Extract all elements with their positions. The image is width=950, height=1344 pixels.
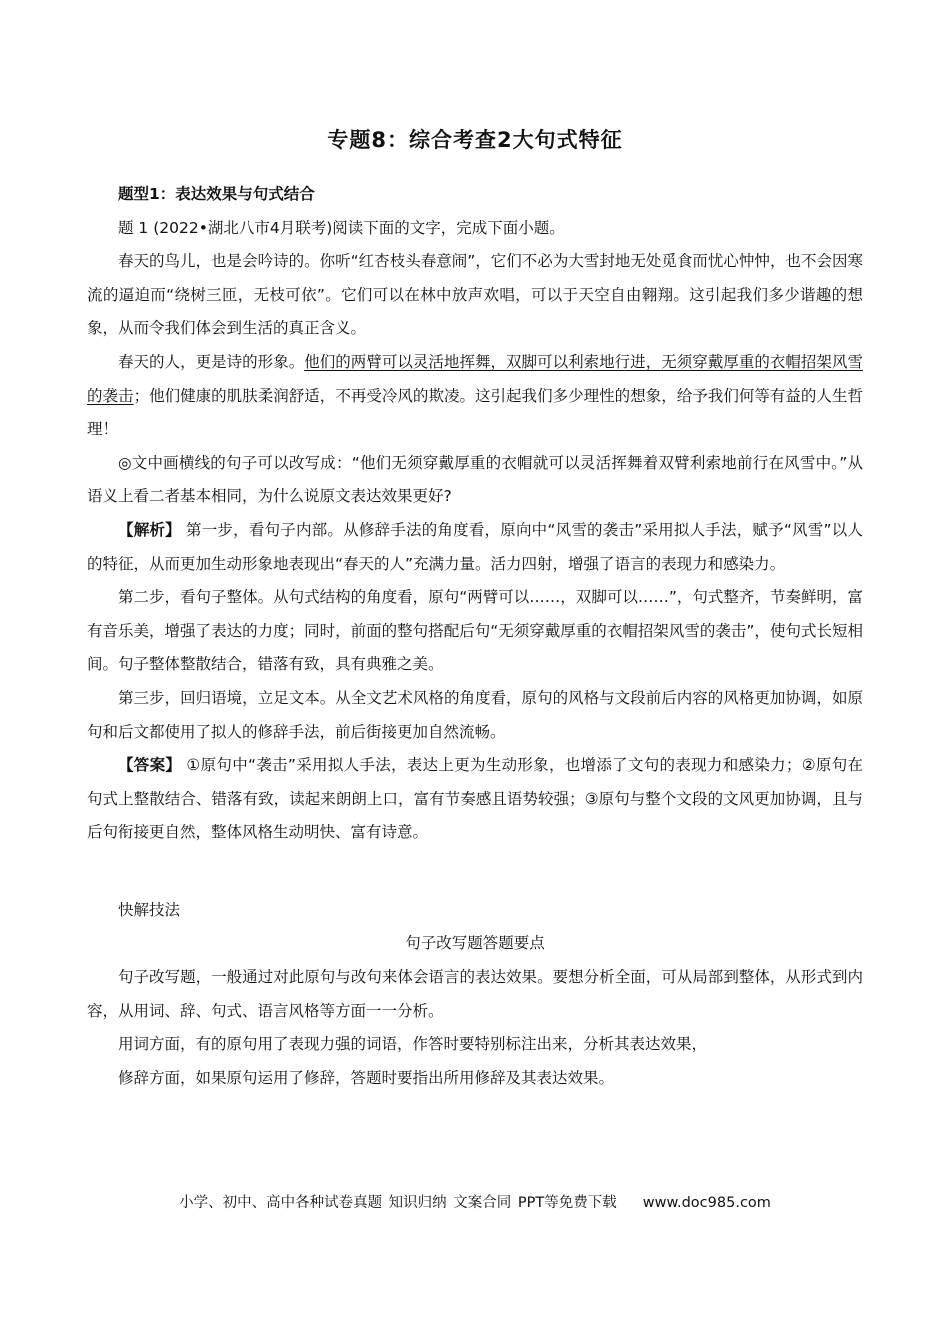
passage-2-lead: 春天的人，更是诗的形象。 [118, 352, 305, 371]
footer-site-link[interactable]: www.doc985.com [642, 1195, 771, 1211]
page-title: 专题8：综合考查2大句式特征 [327, 128, 623, 152]
tips-label: 快解技法 [118, 900, 181, 919]
spacer [87, 850, 863, 894]
tips-paragraph-2: 用词方面，有的原句用了表现力强的词语，作答时要特别标注出来，分析其表达效果， [118, 1035, 708, 1054]
analysis-step-1-text: 第一步，看句子内部。从修辞手法的角度看，原向中“风雪的袭击”采用拟人手法，赋予“风雪”以人的特征，从而更加生动形象地表现出“春天的人”充满力量。活力四射，增强了语言的表现力和感染力。 [87, 520, 863, 573]
question-intro: 题 1 (2022•湖北八市4月联考)阅读下面的文字，完成下面小题。 [118, 218, 565, 237]
answer-label: 【答案】 [118, 756, 182, 775]
analysis-step-2: 第二步，看句子整体。从句式结构的角度看，原句“两臂可以……，双脚可以……”，句式整齐，节奏鲜明，富有音乐美，增强了表达的力度；同时，前面的整句搭配后句“无须穿戴厚重的衣帽招架风雪的袭击”，使句式长短相间。句子整体整散结合，错落有致，具有典雅之美。 [87, 588, 863, 674]
answer-text: ①原句中“袭击”采用拟人手法，表达上更为生动形象，也增添了文句的表现力和感染力；②原句在句式上整散结合、错落有致，读起来朗朗上口，富有节奏感且语势较强；③原句与整个文段的文风更加协调，且与后句衔接更自然，整体风格生动明快、富有诗意。 [87, 756, 863, 842]
underlined-sentence: 他们的两臂可以灵活地挥舞，双脚可以利索地行进，无须穿戴厚重的衣帽招架风雪的袭击 [87, 352, 863, 405]
tips-paragraph-1: 句子改写题，一般通过对此原句与改句来体会语言的表达效果。要想分析全面，可从局部到整体，从形式到内容，从用词、辞、句式、语言风格等方面一一分析。 [87, 968, 863, 1020]
tips-paragraph-3: 修辞方面，如果原句运用了修辞，答题时要指出所用修辞及其表达效果。 [118, 1068, 615, 1087]
document-body [87, 178, 863, 1095]
section-heading: 题型1：表达效果与句式结合 [118, 185, 315, 203]
passage-paragraph-2 [87, 346, 863, 447]
answer-paragraph [87, 749, 863, 850]
question-text: ◎文中画横线的句子可以改写成：“他们无须穿戴厚重的衣帽就可以灵活挥舞着双臂利索地前行在风雪中。”从语义上看二者基本相同，为什么说原文表达效果更好? [87, 453, 863, 506]
analysis-label: 【解析】 [118, 520, 181, 539]
analysis-step-1 [87, 514, 863, 581]
passage-paragraph-1: 春天的鸟儿，也是会吟诗的。你听“红杏枝头春意闹”，它们不必为大雪封地无处觅食而忧心忡忡，也不会因寒流的逼迫而“绕树三匝，无枝可依”。它们可以在林中放声欢唱，可以于天空自由翱翔。这引起我们多少谐趣的想象，从而令我们体会到生活的真正含义。 [87, 252, 863, 338]
page-footer [0, 1191, 950, 1212]
footer-text: 小学、初中、高中各种试卷真题 知识归纳 文案合同 PPT等免费下载 [179, 1195, 617, 1211]
passage-2-rest: ；他们健康的肌肤柔润舒适，不再受冷风的欺凌。这引起我们多少理性的想象，给予我们何等有益的人生哲理！ [87, 386, 863, 439]
analysis-step-3: 第三步，回归语境，立足文本。从全文艺术风格的角度看，原句的风格与文段前后内容的风格更加协调，如原句和后文都使用了拟人的修辞手法，前后街接更加自然流畅。 [87, 688, 863, 741]
tips-subtitle: 句子改写题答题要点 [405, 934, 545, 953]
